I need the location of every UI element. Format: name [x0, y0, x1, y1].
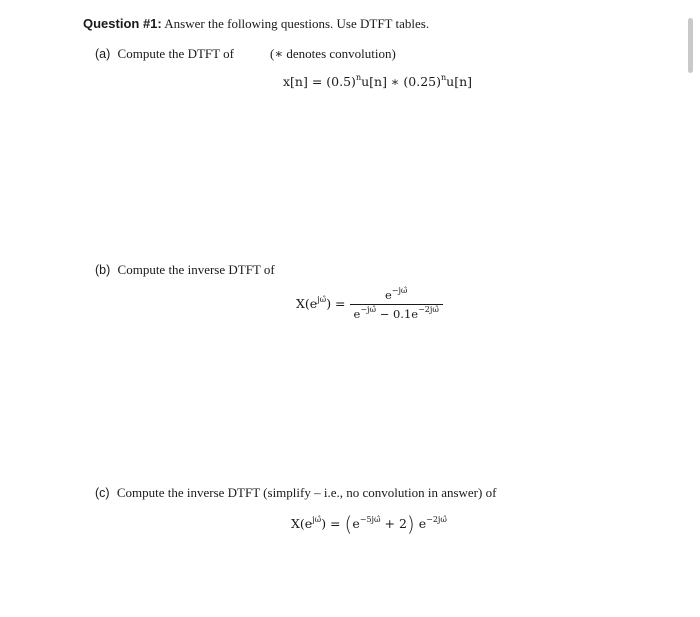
eq-b-lhs-exp: jω̂: [317, 295, 327, 304]
eq-term1-base: (0.5): [326, 74, 356, 89]
eq-b-lhs: X(e: [296, 296, 318, 311]
eq-c-term1-exp: −5jω̂: [359, 515, 381, 524]
eq-b-lhs-close: ) =: [326, 296, 346, 311]
part-c-tag: (c): [95, 486, 110, 500]
part-b-prompt: [95, 262, 275, 278]
eq-c-term3: e: [418, 516, 427, 531]
fraction: [350, 288, 443, 321]
fraction-denominator: $e^{-j\omegâ} - 0.1e^{-2j\omegâ}$: [350, 304, 443, 321]
scrollbar[interactable]: [688, 18, 693, 73]
eq-c-term1: e: [352, 516, 360, 531]
eq-term2-exp: n: [441, 73, 447, 82]
part-c-prompt: [95, 485, 496, 501]
paren-close: ): [406, 512, 415, 536]
part-c-text: Compute the inverse DTFT (simplify – i.e., no convolution in answer) of: [116, 485, 497, 500]
eq-term2-base: (0.25): [403, 74, 441, 89]
question-header: [83, 16, 429, 32]
part-c-equation: [291, 512, 447, 536]
eq-term1-exp: n: [355, 73, 362, 82]
fraction-numerator: $e^{-j\omegâ}$: [384, 286, 408, 302]
eq-c-lhs-close: ) =: [321, 516, 341, 531]
eq-term2-tail: u[n]: [446, 74, 473, 89]
eq-lhs: x[n] =: [283, 74, 323, 89]
eq-c-term2: + 2: [380, 516, 407, 531]
part-a-tag: (a): [95, 47, 111, 61]
part-b-tag: (b): [95, 263, 111, 277]
part-a-text: Compute the DTFT of: [117, 46, 234, 61]
part-b-text: Compute the inverse DTFT of: [117, 262, 275, 277]
eq-c-lhs: X(e: [291, 516, 313, 531]
question-label: Question #1:: [83, 16, 162, 31]
part-b-equation: [296, 288, 443, 321]
eq-c-lhs-exp: jω̂: [312, 515, 322, 524]
eq-c-term3-exp: −2jω̂: [426, 515, 447, 524]
paren-open: (: [344, 512, 353, 536]
part-a-note: (∗ denotes convolution): [270, 46, 396, 61]
part-a-equation: [283, 74, 472, 89]
eq-term1-tail: u[n] ∗: [361, 74, 400, 89]
question-instruction: Answer the following questions. Use DTFT tables.: [164, 16, 430, 31]
part-a-prompt: [95, 46, 234, 62]
